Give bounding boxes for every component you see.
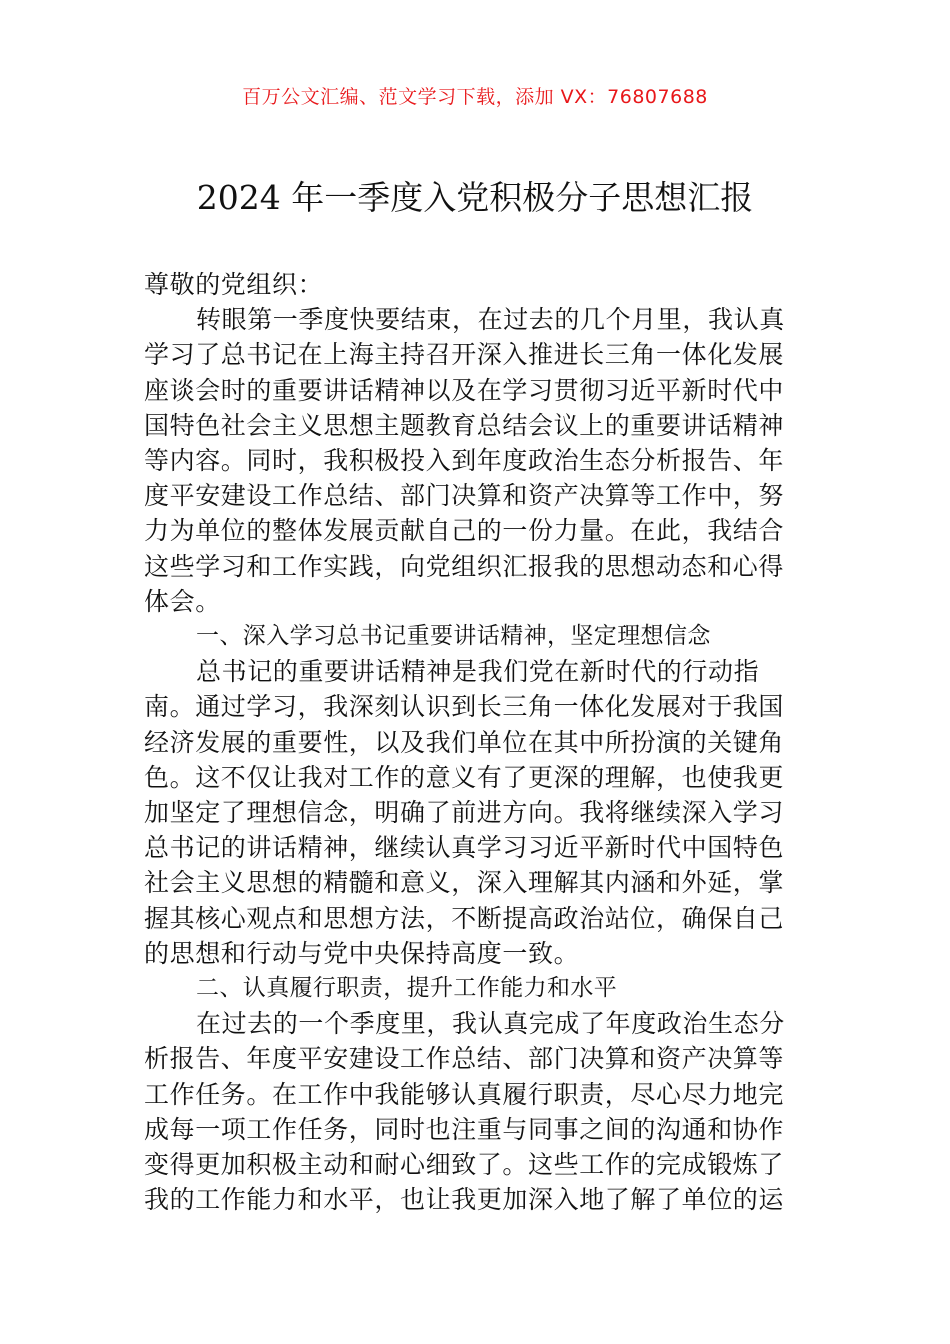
paragraph-intro: 转眼第一季度快要结束，在过去的几个月里，我认真学习了总书记在上海主持召开深入推进长三角一体化发展座谈会时的重要讲话精神以及在学习贯彻习近平新时代中国特色社会主义思想主题教育总结会议上的重要讲话精神等内容。同时，我积极投入到年度政治生态分析报告、年度平安建设工作总结、部门决算和资产决算等工作中，努力为单位的整体发展贡献自己的一份力量。在此，我结合这些学习和工作实践，向党组织汇报我的思想动态和心得体会。	[144, 305, 785, 616]
paragraph-section-1: 总书记的重要讲话精神是我们党在新时代的行动指南。通过学习，我深刻认识到长三角一体化发展对于我国经济发展的重要性，以及我们单位在其中所扮演的关键角色。这不仅让我对工作的意义有了更深的理解，也使我更加坚定了理想信念，明确了前进方向。我将继续深入学习总书记的讲话精神，继续认真学习习近平新时代中国特色社会主义思想的精髓和意义，深入理解其内涵和外延，掌握其核心观点和思想方法，不断提高政治站位，确保自己的思想和行动与党中央保持高度一致。	[144, 657, 785, 968]
header-watermark-note: 百万公文汇编、范文学习下载，添加 VX：76807688	[242, 86, 708, 108]
salutation: 尊敬的党组织：	[144, 270, 324, 299]
section-heading-1: 一、深入学习总书记重要讲话精神，坚定理想信念	[196, 623, 711, 650]
document-body	[144, 267, 807, 1217]
paragraph-section-2: 在过去的一个季度里，我认真完成了年度政治生态分析报告、年度平安建设工作总结、部门决算和资产决算等工作任务。在工作中我能够认真履行职责，尽心尽力地完成每一项工作任务，同时也注重与同事之间的沟通和协作变得更加积极主动和耐心细致了。这些工作的完成锻炼了我的工作能力和水平，也让我更加深入地了解了单位的运	[144, 1009, 785, 1215]
section-heading-2: 二、认真履行职责，提升工作能力和水平	[196, 975, 618, 1002]
document-title: 2024 年一季度入党积极分子思想汇报	[196, 178, 754, 217]
